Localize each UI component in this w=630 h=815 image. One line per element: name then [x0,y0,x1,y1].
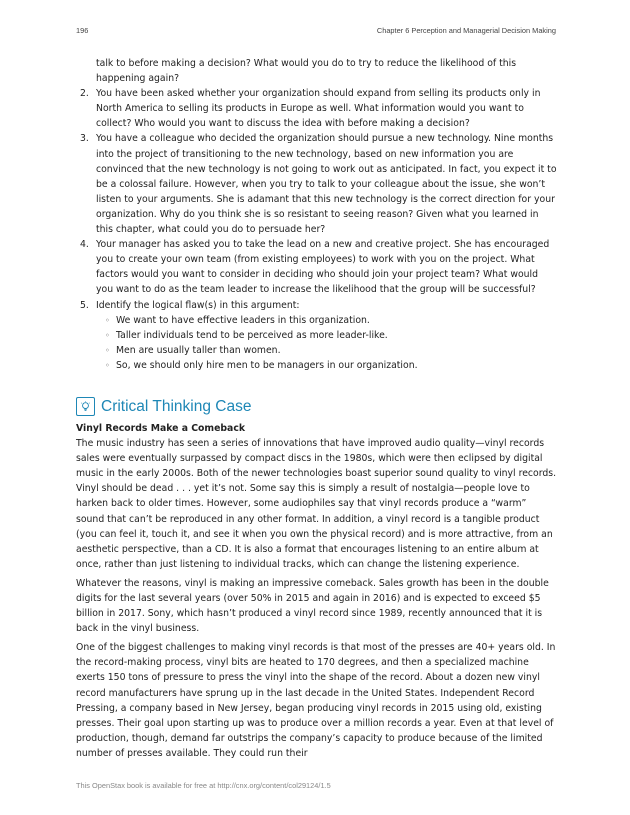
question-list [76,56,557,373]
question-text: Identify the logical flaw(s) in this argument: [96,299,300,311]
question-item [76,86,557,131]
case-title: Vinyl Records Make a Comeback [76,422,246,434]
case-paragraph: Whatever the reasons, vinyl is making an impressive comeback. Sales growth has been in the double digits for the last several years (over 50% in 2015 and again in 2016) and is expected to exceed $5 billion in 2017. Sony, which hasn’t produced a vinyl record since 1989, recently announced that it is back in the vinyl business. [76,577,549,635]
question-text: You have a colleague who decided the organization should pursue a new technology. Nine months into the project of transitioning to the new technology, based on new information you are convinced that the new technology is not going to work out as anticipated. In fact, you expect it to be a colossal failure. However, when you try to talk to your colleague about the issue, she won’t listen to your arguments. She is adamant that this new technology is the correct direction for your organization. Why do you think she is so resistant to seeing reason? Given what you learned in this chapter, what could you do to persuade her? [96,133,557,236]
argument-item: ◦ We want to have effective leaders in this organization. [96,313,557,328]
question-number: 4. [80,239,89,251]
question-item [76,237,557,297]
question-item [76,131,557,237]
argument-list [96,313,557,373]
question-number: 3. [80,133,89,145]
lightbulb-icon [76,397,95,416]
question-number: 5. [80,299,89,311]
section-title: Critical Thinking Case [101,398,252,416]
argument-item: ◦ Men are usually taller than women. [96,343,557,358]
page-footer: This OpenStax book is available for free at http://cnx.org/content/col29124/1.5 [76,781,331,790]
question-continuation [76,56,557,86]
case-paragraph: One of the biggest challenges to making vinyl records is that most of the presses are 40+ years old. In the record-making process, vinyl bits are heated to 170 degrees, and then a specialized machine exerts 150 tons of pressure to press the vinyl into the shape of the record. About a dozen new vinyl record manufacturers have sprung up in the last decade in the United States. Independent Record Pressing, a company based in New Jersey, began producing vinyl records in 2015 using old, existing presses. Their goal upon starting up was to produce over a million records a year. Even at that level of production, though, demand far outstrips the company’s capacity to produce because of the limited number of presses available. They could run their [76,642,556,759]
case-paragraph: The music industry has seen a series of innovations that have improved audio quality—vinyl records sales were eventually surpassed by compact discs in the 1980s, which were then eclipsed by digital music in the early 2000s. Both of the newer technologies boast superior sound quality to vinyl records. Vinyl should be dead . . . yet it’s not. Some say this is simply a result of nostalgia—people love to harken back to older times. However, some audiophiles say that vinyl records produce a “warm” sound that can’t be reproduced in any other format. In addition, a vinyl record is a tangible product (you can feel it, touch it, and see it when you own the physical record) and is more attractive, from an aesthetic perspective, than a CD. It is also a format that encourages listening to an entire album at once, rather than just listening to individual tracks, which can change the listening experience. [76,438,557,570]
chapter-title: Chapter 6 Perception and Managerial Decision Making [376,26,556,35]
question-text: talk to before making a decision? What would you do to try to reduce the likelihood of this happening again? [96,58,517,85]
page-content [76,56,557,765]
page-number: 196 [76,26,89,35]
question-item [76,298,557,373]
question-number: 2. [80,88,89,100]
argument-item: ◦ Taller individuals tend to be perceived as more leader-like. [96,328,557,343]
section-heading [76,395,557,419]
question-text: Your manager has asked you to take the lead on a new and creative project. She has encouraged you to create your own team (from existing employees) to work with you on the project. What factors would you want to consider in deciding who should join your project team? What would you want to do as the team leader to increase the likelihood that the group will be successful? [96,239,550,296]
question-text: You have been asked whether your organization should expand from selling its products only in North America to selling its products in Europe as well. What information would you want to collect? Who would you want to discuss the idea with before making a decision? [96,88,541,130]
argument-item: ◦ So, we should only hire men to be managers in our organization. [96,358,557,373]
